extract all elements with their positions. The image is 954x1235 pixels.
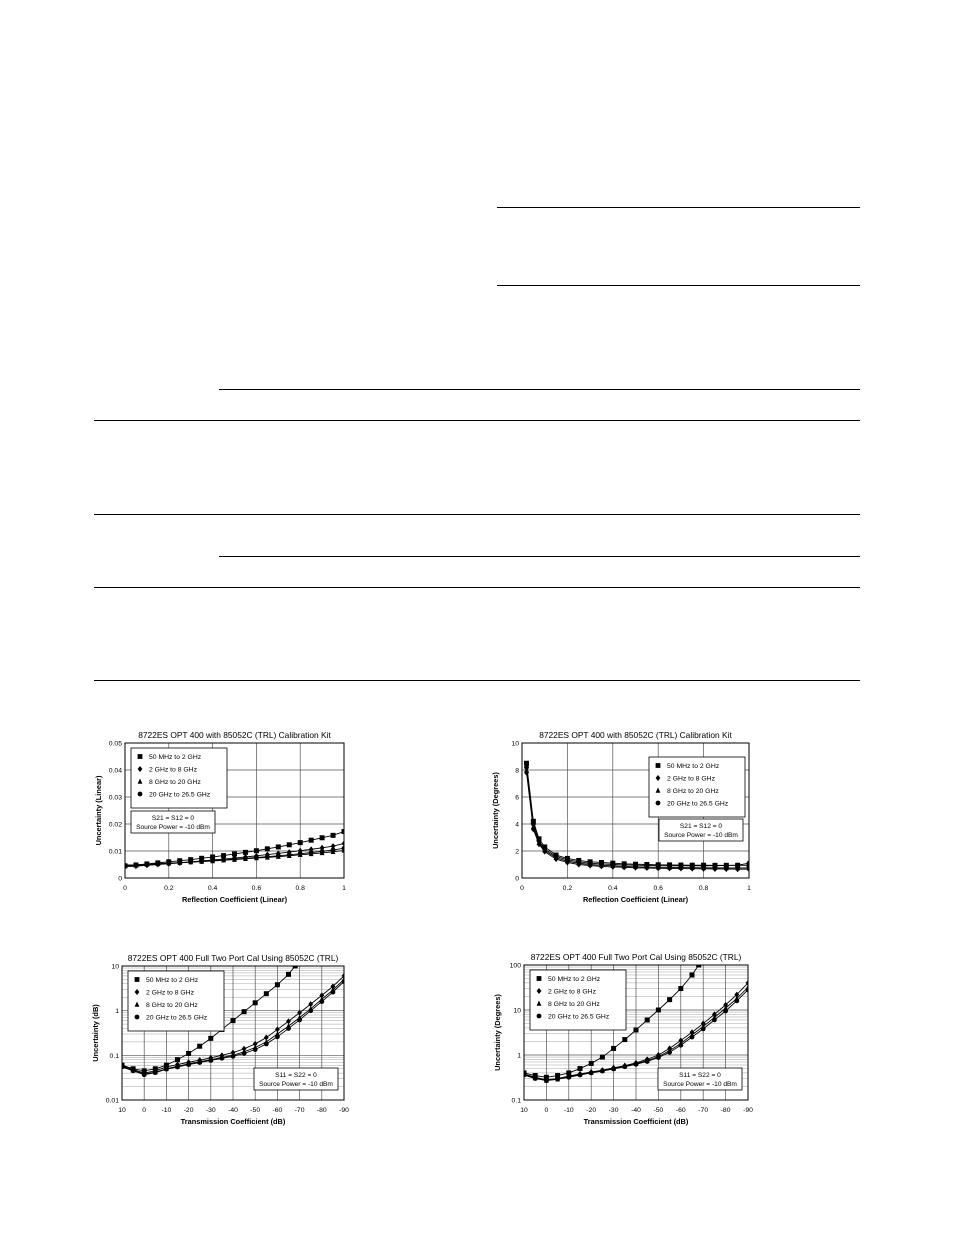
data-point-circle [286, 1026, 291, 1031]
data-point-square [286, 972, 291, 977]
data-point-square [589, 1061, 594, 1066]
data-point-circle [220, 1056, 225, 1061]
data-point-circle [555, 1077, 560, 1082]
x-tick-label: -50 [250, 1107, 261, 1114]
legend-label: 20 GHz to 26.5 GHz [146, 1014, 208, 1022]
table-rule [219, 556, 860, 557]
y-tick-label: 1 [517, 1052, 521, 1060]
data-point-circle [309, 850, 314, 855]
table-rule [497, 285, 860, 286]
x-tick-label: -30 [608, 1107, 619, 1114]
y-tick-label: 0.1 [109, 1052, 119, 1060]
legend [131, 748, 227, 808]
y-tick-label: 0.1 [511, 1097, 521, 1105]
annotation-text: S21 = S12 = 0 [151, 815, 195, 822]
data-point-circle [542, 847, 547, 852]
data-point-circle [566, 1075, 571, 1080]
data-point-square [578, 1066, 583, 1071]
x-tick-label: -20 [183, 1107, 194, 1114]
x-tick-label: 0.4 [207, 885, 218, 892]
legend-marker-circle [138, 792, 143, 797]
y-tick-label: 100 [509, 962, 521, 970]
data-point-circle [331, 848, 336, 853]
legend [128, 971, 224, 1031]
data-point-circle [243, 856, 248, 861]
chart-reflection-phase [490, 725, 760, 917]
table-rule [94, 420, 860, 421]
y-tick-label: 10 [111, 963, 119, 971]
x-tick-label: 0 [520, 885, 524, 892]
data-point-circle [690, 863, 695, 868]
data-point-circle [308, 1008, 313, 1013]
data-point-square [254, 848, 259, 853]
y-axis-label: Uncertainty (Linear) [94, 775, 103, 846]
x-tick-label: 0.4 [608, 885, 618, 892]
data-point-circle [320, 849, 325, 854]
data-point-square [298, 840, 303, 845]
data-point-square [645, 1017, 650, 1022]
legend-label: 8 GHz to 20 GHz [146, 1002, 198, 1009]
data-point-circle [297, 1018, 302, 1023]
data-point-square [622, 1037, 627, 1042]
annotation-text: S11 = S22 = 0 [679, 1072, 721, 1079]
annotation-text: S21 = S12 = 0 [679, 823, 723, 830]
x-tick-label: -10 [563, 1107, 574, 1114]
annotation [131, 811, 215, 833]
data-point-circle [319, 999, 324, 1004]
data-point-circle [155, 862, 160, 867]
data-point-square [197, 1044, 202, 1049]
data-point-square [293, 964, 298, 969]
x-tick-label: -80 [316, 1107, 327, 1114]
x-tick-label: -50 [653, 1107, 664, 1114]
chart-transmission-phase [490, 945, 760, 1135]
y-tick-label: 10 [513, 1007, 521, 1015]
data-point-circle [131, 1068, 136, 1073]
data-point-circle [588, 861, 593, 866]
data-point-circle [678, 1043, 683, 1048]
data-point-circle [554, 854, 559, 859]
chart-title: 8722ES OPT 400 with 85052C (TRL) Calibration Kit [138, 730, 331, 740]
table-rule [94, 514, 860, 515]
x-axis-label: Transmission Coefficient (dB) [583, 1117, 689, 1126]
data-point-square [175, 1057, 180, 1062]
data-point-square [276, 844, 281, 849]
data-point-circle [254, 855, 259, 860]
x-axis-label: Reflection Coefficient (Linear) [181, 895, 288, 904]
y-tick-label: 1 [115, 1008, 119, 1016]
y-axis-label: Uncertainty (Degrees) [491, 772, 500, 849]
legend-marker-square [656, 763, 661, 768]
data-point-circle [537, 838, 542, 843]
data-point-circle [142, 1072, 147, 1077]
x-axis-label: Transmission Coefficient (dB) [180, 1117, 286, 1126]
data-point-square [634, 1027, 639, 1032]
y-tick-label: 6 [515, 794, 519, 802]
y-tick-label: 4 [515, 821, 519, 829]
legend-marker-square [138, 754, 143, 759]
legend-label: 8 GHz to 20 GHz [667, 788, 719, 795]
x-tick-label: -90 [339, 1107, 349, 1114]
data-point-circle [746, 987, 751, 992]
x-tick-label: 0.8 [698, 885, 709, 892]
data-point-circle [610, 862, 615, 867]
x-tick-label: 0.8 [295, 885, 305, 892]
legend-marker-circle [537, 1014, 542, 1019]
data-point-circle [544, 1078, 549, 1083]
chart-reflection-magnitude [90, 725, 360, 917]
data-point-circle [633, 863, 638, 868]
data-point-square [320, 835, 325, 840]
data-point-circle [298, 851, 303, 856]
data-point-circle [622, 863, 627, 868]
x-tick-label: -60 [675, 1107, 686, 1114]
table-rule [94, 680, 860, 681]
data-point-circle [747, 861, 752, 866]
data-point-circle [221, 858, 226, 863]
legend-label: 50 MHz to 2 GHz [149, 754, 202, 761]
data-point-square [186, 1051, 191, 1056]
annotation [254, 1068, 338, 1090]
table-rule [219, 389, 860, 390]
x-tick-label: 0 [142, 1107, 147, 1114]
data-point-circle [713, 863, 718, 868]
data-point-circle [331, 990, 336, 995]
y-tick-label: 2 [515, 848, 519, 856]
chart-title: 8722ES OPT 400 with 85052C (TRL) Calibration Kit [539, 730, 732, 740]
data-point-circle [242, 1051, 247, 1056]
data-point-circle [667, 1050, 672, 1055]
y-axis-label: Uncertainty (Degrees) [493, 994, 502, 1071]
x-tick-label: -70 [698, 1107, 709, 1114]
data-point-square [611, 1046, 616, 1051]
data-point-square [667, 997, 672, 1002]
x-tick-label: -40 [228, 1107, 238, 1114]
data-point-circle [186, 1062, 191, 1067]
data-point-circle [265, 854, 270, 859]
x-tick-label: 0 [544, 1107, 549, 1114]
data-point-square [275, 982, 280, 987]
data-point-circle [724, 863, 729, 868]
y-tick-label: 0.04 [108, 767, 122, 775]
data-point-circle [166, 861, 171, 866]
chart-title: 8722ES OPT 400 Full Two Port Cal Using 85052C (TRL) [530, 952, 742, 962]
data-point-circle [634, 1062, 639, 1067]
data-point-circle [622, 1064, 627, 1069]
data-point-diamond [342, 840, 347, 846]
data-point-circle [656, 1055, 661, 1060]
legend-label: 50 MHz to 2 GHz [146, 977, 199, 984]
chart-svg [490, 945, 760, 1135]
data-point-circle [533, 1076, 538, 1081]
y-tick-label: 0.03 [108, 794, 122, 802]
data-point-circle [208, 1058, 213, 1063]
data-point-circle [531, 822, 536, 827]
data-point-square [309, 838, 314, 843]
x-tick-label: -90 [743, 1107, 753, 1114]
x-tick-label: 0.6 [653, 885, 663, 892]
data-point-square [208, 1036, 213, 1041]
data-point-square [265, 846, 270, 851]
data-point-circle [565, 857, 570, 862]
data-point-circle [275, 1034, 280, 1039]
legend-label: 2 GHz to 8 GHz [146, 989, 194, 997]
data-point-circle [701, 863, 706, 868]
annotation-text: Source Power = -10 dBm [664, 832, 738, 839]
data-point-circle [522, 1073, 527, 1078]
data-point-square [696, 963, 701, 968]
data-point-circle [679, 863, 684, 868]
data-point-square [600, 1055, 605, 1060]
chart-svg [490, 725, 760, 917]
legend-marker-square [135, 977, 140, 982]
data-point-square [231, 1018, 236, 1023]
x-tick-label: -20 [586, 1107, 597, 1114]
x-tick-label: -80 [720, 1107, 731, 1114]
y-tick-label: 8 [515, 767, 519, 775]
x-tick-label: 0.2 [164, 885, 174, 892]
data-point-circle [276, 853, 281, 858]
data-point-circle [120, 1065, 125, 1070]
data-point-circle [197, 1060, 202, 1065]
data-point-circle [589, 1071, 594, 1076]
x-tick-label: 0 [123, 885, 127, 892]
legend [530, 970, 626, 1030]
x-tick-label: 1 [342, 885, 346, 892]
data-point-square [331, 833, 336, 838]
data-point-circle [578, 1073, 583, 1078]
data-point-square [690, 972, 695, 977]
chart-svg [90, 947, 360, 1135]
x-tick-label: 0.6 [251, 885, 262, 892]
data-point-circle [667, 863, 672, 868]
data-point-circle [723, 1009, 728, 1014]
y-tick-label: 0 [118, 875, 122, 883]
data-point-circle [177, 860, 182, 865]
legend-marker-circle [656, 801, 661, 806]
data-point-circle [600, 1069, 605, 1074]
annotation-text: S11 = S22 = 0 [275, 1072, 317, 1079]
x-tick-label: 0.2 [562, 885, 573, 892]
chart-title: 8722ES OPT 400 Full Two Port Cal Using 85052C (TRL) [127, 953, 339, 963]
data-point-circle [210, 858, 215, 863]
y-tick-label: 0 [515, 875, 519, 883]
legend-label: 8 GHz to 20 GHz [548, 1001, 600, 1008]
data-point-circle [690, 1035, 695, 1040]
y-tick-label: 0.01 [105, 1097, 119, 1105]
legend-label: 8 GHz to 20 GHz [149, 779, 201, 786]
y-tick-label: 0.05 [108, 740, 122, 748]
legend-label: 20 GHz to 26.5 GHz [149, 791, 211, 799]
y-tick-label: 0.02 [108, 821, 122, 829]
y-tick-label: 0.01 [108, 848, 122, 856]
data-point-circle [524, 765, 529, 770]
data-point-circle [153, 1070, 158, 1075]
legend-label: 2 GHz to 8 GHz [548, 988, 596, 996]
x-tick-label: -10 [161, 1107, 172, 1114]
data-point-circle [199, 859, 204, 864]
data-point-circle [734, 998, 739, 1003]
data-point-square [342, 829, 347, 834]
data-point-circle [134, 863, 139, 868]
data-point-square [242, 1009, 247, 1014]
table-rule [497, 207, 860, 208]
data-point-circle [145, 862, 150, 867]
annotation [659, 819, 743, 841]
data-point-circle [611, 1067, 616, 1072]
data-point-circle [287, 852, 292, 857]
data-point-square [264, 991, 269, 996]
data-point-square [656, 1008, 661, 1013]
data-point-circle [735, 863, 740, 868]
data-point-square [253, 1000, 258, 1005]
data-point-circle [599, 862, 604, 867]
legend-label: 20 GHz to 26.5 GHz [548, 1013, 610, 1021]
data-point-circle [232, 857, 237, 862]
y-tick-label: 10 [511, 740, 519, 748]
legend-label: 50 MHz to 2 GHz [667, 763, 720, 770]
data-point-circle [712, 1018, 717, 1023]
annotation [658, 1068, 742, 1090]
legend-label: 20 GHz to 26.5 GHz [667, 800, 729, 808]
legend [649, 757, 745, 817]
data-point-circle [231, 1054, 236, 1059]
data-point-circle [253, 1047, 258, 1052]
y-axis-label: Uncertainty (dB) [91, 1004, 100, 1062]
data-point-circle [188, 860, 193, 865]
data-point-circle [123, 863, 128, 868]
legend-marker-square [537, 976, 542, 981]
chart-transmission-magnitude [90, 947, 360, 1135]
table-rule [94, 587, 860, 588]
x-tick-label: -30 [205, 1107, 216, 1114]
data-point-circle [342, 979, 347, 984]
data-point-circle [701, 1027, 706, 1032]
x-tick-label: -60 [272, 1107, 283, 1114]
x-tick-label: 10 [118, 1107, 126, 1114]
x-tick-label: 1 [747, 885, 751, 892]
data-point-circle [342, 846, 347, 851]
data-point-circle [644, 863, 649, 868]
annotation-text: Source Power = -10 dBm [259, 1081, 333, 1088]
annotation-text: Source Power = -10 dBm [663, 1081, 737, 1088]
data-point-square [678, 986, 683, 991]
data-point-circle [164, 1067, 169, 1072]
x-axis-label: Reflection Coefficient (Linear) [582, 895, 689, 904]
data-point-circle [656, 863, 661, 868]
data-point-circle [264, 1042, 269, 1047]
data-point-circle [576, 859, 581, 864]
legend-label: 50 MHz to 2 GHz [548, 976, 601, 983]
x-tick-label: 10 [520, 1107, 528, 1114]
legend-label: 2 GHz to 8 GHz [149, 766, 197, 774]
data-point-circle [645, 1059, 650, 1064]
legend-marker-circle [135, 1015, 140, 1020]
data-point-square [287, 842, 292, 847]
annotation-text: Source Power = -10 dBm [136, 824, 210, 831]
x-tick-label: -40 [631, 1107, 641, 1114]
legend-label: 2 GHz to 8 GHz [667, 775, 715, 783]
x-tick-label: -70 [294, 1107, 305, 1114]
data-point-circle [175, 1065, 180, 1070]
chart-svg [90, 725, 360, 917]
